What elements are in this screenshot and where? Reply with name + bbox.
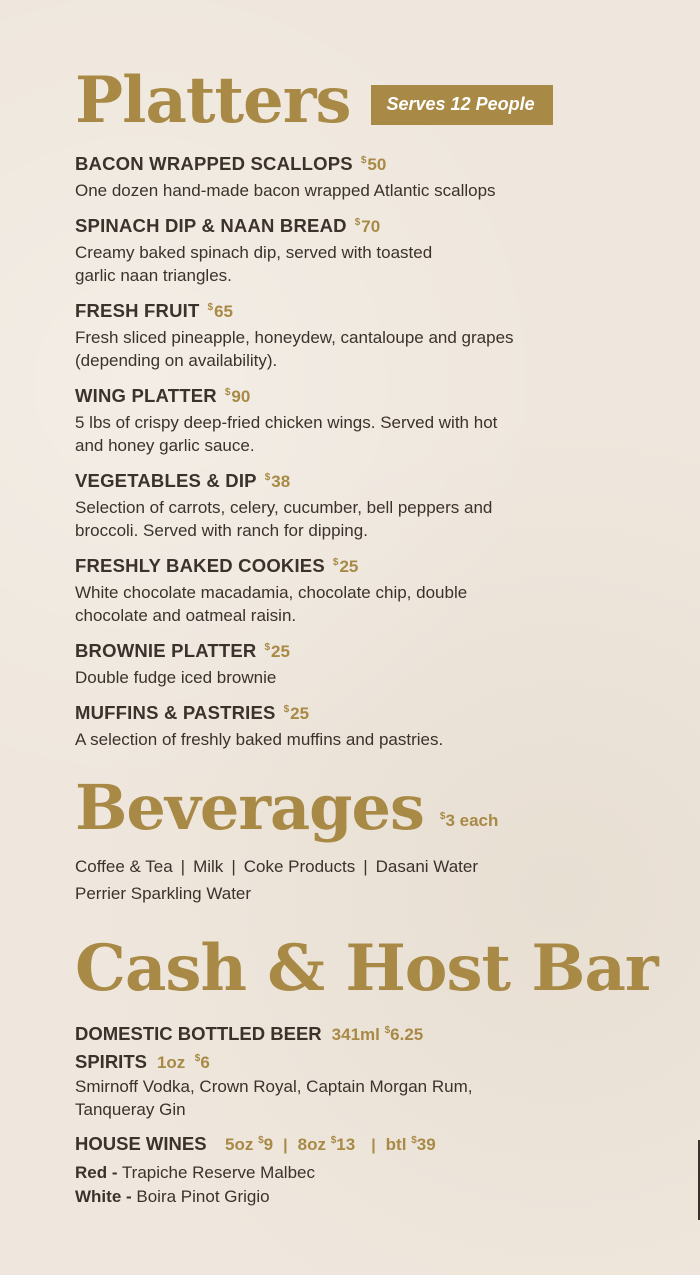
menu-item: [75, 470, 665, 542]
item-price: [264, 642, 289, 661]
item-name: WING PLATTER: [75, 385, 217, 406]
platters-header: [75, 62, 665, 140]
price-value: 25: [339, 557, 359, 576]
item-price: [361, 155, 386, 174]
beverages-price: [440, 811, 499, 831]
price-value: 65: [214, 302, 233, 321]
price-value: 6: [200, 1053, 210, 1072]
item-name: BROWNIE PLATTER: [75, 640, 257, 661]
beer-item: [75, 1023, 665, 1045]
wine-label: White -: [75, 1187, 132, 1206]
beverages-title: Beverages: [75, 771, 424, 844]
spirits-item: [75, 1051, 665, 1121]
item-description: A selection of freshly baked muffins and pastries.: [75, 730, 444, 749]
desc-line: and honey garlic sauce.: [75, 436, 255, 455]
item-price: [355, 217, 380, 236]
price-value: 38: [271, 472, 291, 491]
price-value: 13: [336, 1135, 356, 1154]
wine-label: Red -: [75, 1163, 118, 1182]
separator: |: [180, 857, 186, 876]
currency-symbol: $: [439, 811, 446, 822]
desc-line: Tanqueray Gin: [75, 1100, 186, 1119]
item-price: [157, 1053, 210, 1072]
item-name: FRESH FRUIT: [75, 300, 200, 321]
currency-symbol: $: [360, 155, 367, 166]
item-name: HOUSE WINES: [75, 1133, 207, 1154]
currency-symbol: $: [354, 217, 361, 228]
wine-red: [75, 1161, 665, 1185]
currency-symbol: $: [258, 1135, 264, 1146]
wine-value: Boira Pinot Grigio: [136, 1187, 270, 1206]
size: btl: [385, 1135, 407, 1154]
menu-item: [75, 300, 665, 372]
serves-badge: Serves 12 People: [371, 85, 553, 125]
item-description: [75, 326, 665, 372]
currency-symbol: $: [264, 472, 271, 483]
item-description: [75, 1075, 665, 1121]
desc-line: Creamy baked spinach dip, served with toasted: [75, 243, 433, 262]
currency-symbol: $: [411, 1135, 417, 1146]
currency-symbol: $: [384, 1025, 391, 1036]
beverage-item: Coffee & Tea: [75, 857, 173, 876]
price-value: 3 each: [445, 811, 499, 830]
desc-line: broccoli. Served with ranch for dipping.: [75, 521, 368, 540]
wine-white: [75, 1185, 665, 1209]
price-value: 90: [231, 387, 251, 406]
desc-line: White chocolate macadamia, chocolate chip, double: [75, 583, 468, 602]
price-value: 6.25: [390, 1025, 424, 1044]
item-price: [332, 1025, 424, 1044]
item-price: [265, 472, 290, 491]
menu-item: [75, 153, 665, 202]
item-description: [75, 496, 665, 542]
desc-line: Fresh sliced pineapple, honeydew, cantaloupe and grapes: [75, 328, 514, 347]
separator: |: [231, 857, 236, 876]
platters-title: Platters: [75, 63, 351, 138]
wine-price-5oz: [225, 1135, 273, 1154]
currency-symbol: $: [283, 704, 290, 715]
price-value: 9: [263, 1135, 274, 1154]
price-value: 70: [361, 217, 381, 236]
currency-symbol: $: [194, 1053, 201, 1064]
beverage-item: Dasani Water: [375, 857, 479, 876]
beverage-item: Perrier Sparkling Water: [75, 884, 252, 903]
currency-symbol: $: [264, 642, 271, 653]
wine-value: Trapiche Reserve Malbec: [121, 1163, 315, 1182]
menu: [75, 62, 665, 1209]
item-name: SPIRITS: [75, 1051, 147, 1072]
separator: |: [371, 1137, 376, 1154]
wine-price-8oz: [298, 1135, 356, 1154]
wine-price-btl: [386, 1135, 436, 1154]
desc-line: 5 lbs of crispy deep-fried chicken wings. Served with hot: [75, 413, 498, 432]
menu-item: [75, 385, 665, 457]
currency-symbol: $: [207, 302, 214, 313]
size: 1oz: [156, 1053, 186, 1072]
item-name: SPINACH DIP & NAAN BREAD: [75, 215, 347, 236]
item-description: [75, 241, 665, 287]
separator: |: [283, 1137, 288, 1154]
bar-title: Cash & Host Bar: [75, 931, 658, 1006]
item-name: DOMESTIC BOTTLED BEER: [75, 1023, 322, 1044]
item-description: Double fudge iced brownie: [75, 668, 277, 687]
menu-item: [75, 702, 665, 751]
currency-symbol: $: [330, 1135, 337, 1146]
size: 341ml: [331, 1025, 380, 1044]
item-price: [225, 387, 250, 406]
item-name: VEGETABLES & DIP: [75, 470, 257, 491]
price-value: 25: [271, 642, 290, 661]
beverage-item: Milk: [193, 857, 224, 876]
beverages-list: [75, 853, 665, 907]
price-value: 50: [367, 155, 387, 174]
beverage-item: Coke Products: [243, 857, 356, 876]
price-value: 39: [416, 1135, 436, 1154]
menu-item: [75, 215, 665, 287]
item-name: FRESHLY BAKED COOKIES: [75, 555, 325, 576]
item-price: [333, 557, 358, 576]
bar-header: [75, 931, 665, 1006]
desc-line: chocolate and oatmeal raisin.: [75, 606, 297, 625]
separator: |: [363, 857, 368, 876]
beverages-header: [75, 771, 665, 844]
desc-line: garlic naan triangles.: [75, 266, 232, 285]
item-description: One dozen hand-made bacon wrapped Atlantic scallops: [75, 181, 496, 200]
item-description: [75, 581, 665, 627]
item-name: BACON WRAPPED SCALLOPS: [75, 153, 353, 174]
item-name: MUFFINS & PASTRIES: [75, 702, 276, 723]
desc-line: (depending on availability).: [75, 351, 278, 370]
size: 8oz: [297, 1135, 326, 1154]
size: 5oz: [225, 1135, 254, 1154]
item-price: [284, 704, 309, 723]
price-value: 25: [290, 704, 310, 723]
item-description: [75, 411, 665, 457]
desc-line: Selection of carrots, celery, cucumber, bell peppers and: [75, 498, 493, 517]
menu-item: [75, 555, 665, 627]
currency-symbol: $: [332, 557, 339, 568]
desc-line: Smirnoff Vodka, Crown Royal, Captain Morgan Rum,: [75, 1077, 473, 1096]
wines-item: [75, 1133, 665, 1209]
menu-item: [75, 640, 665, 689]
item-price: [208, 302, 233, 321]
currency-symbol: $: [224, 387, 231, 398]
